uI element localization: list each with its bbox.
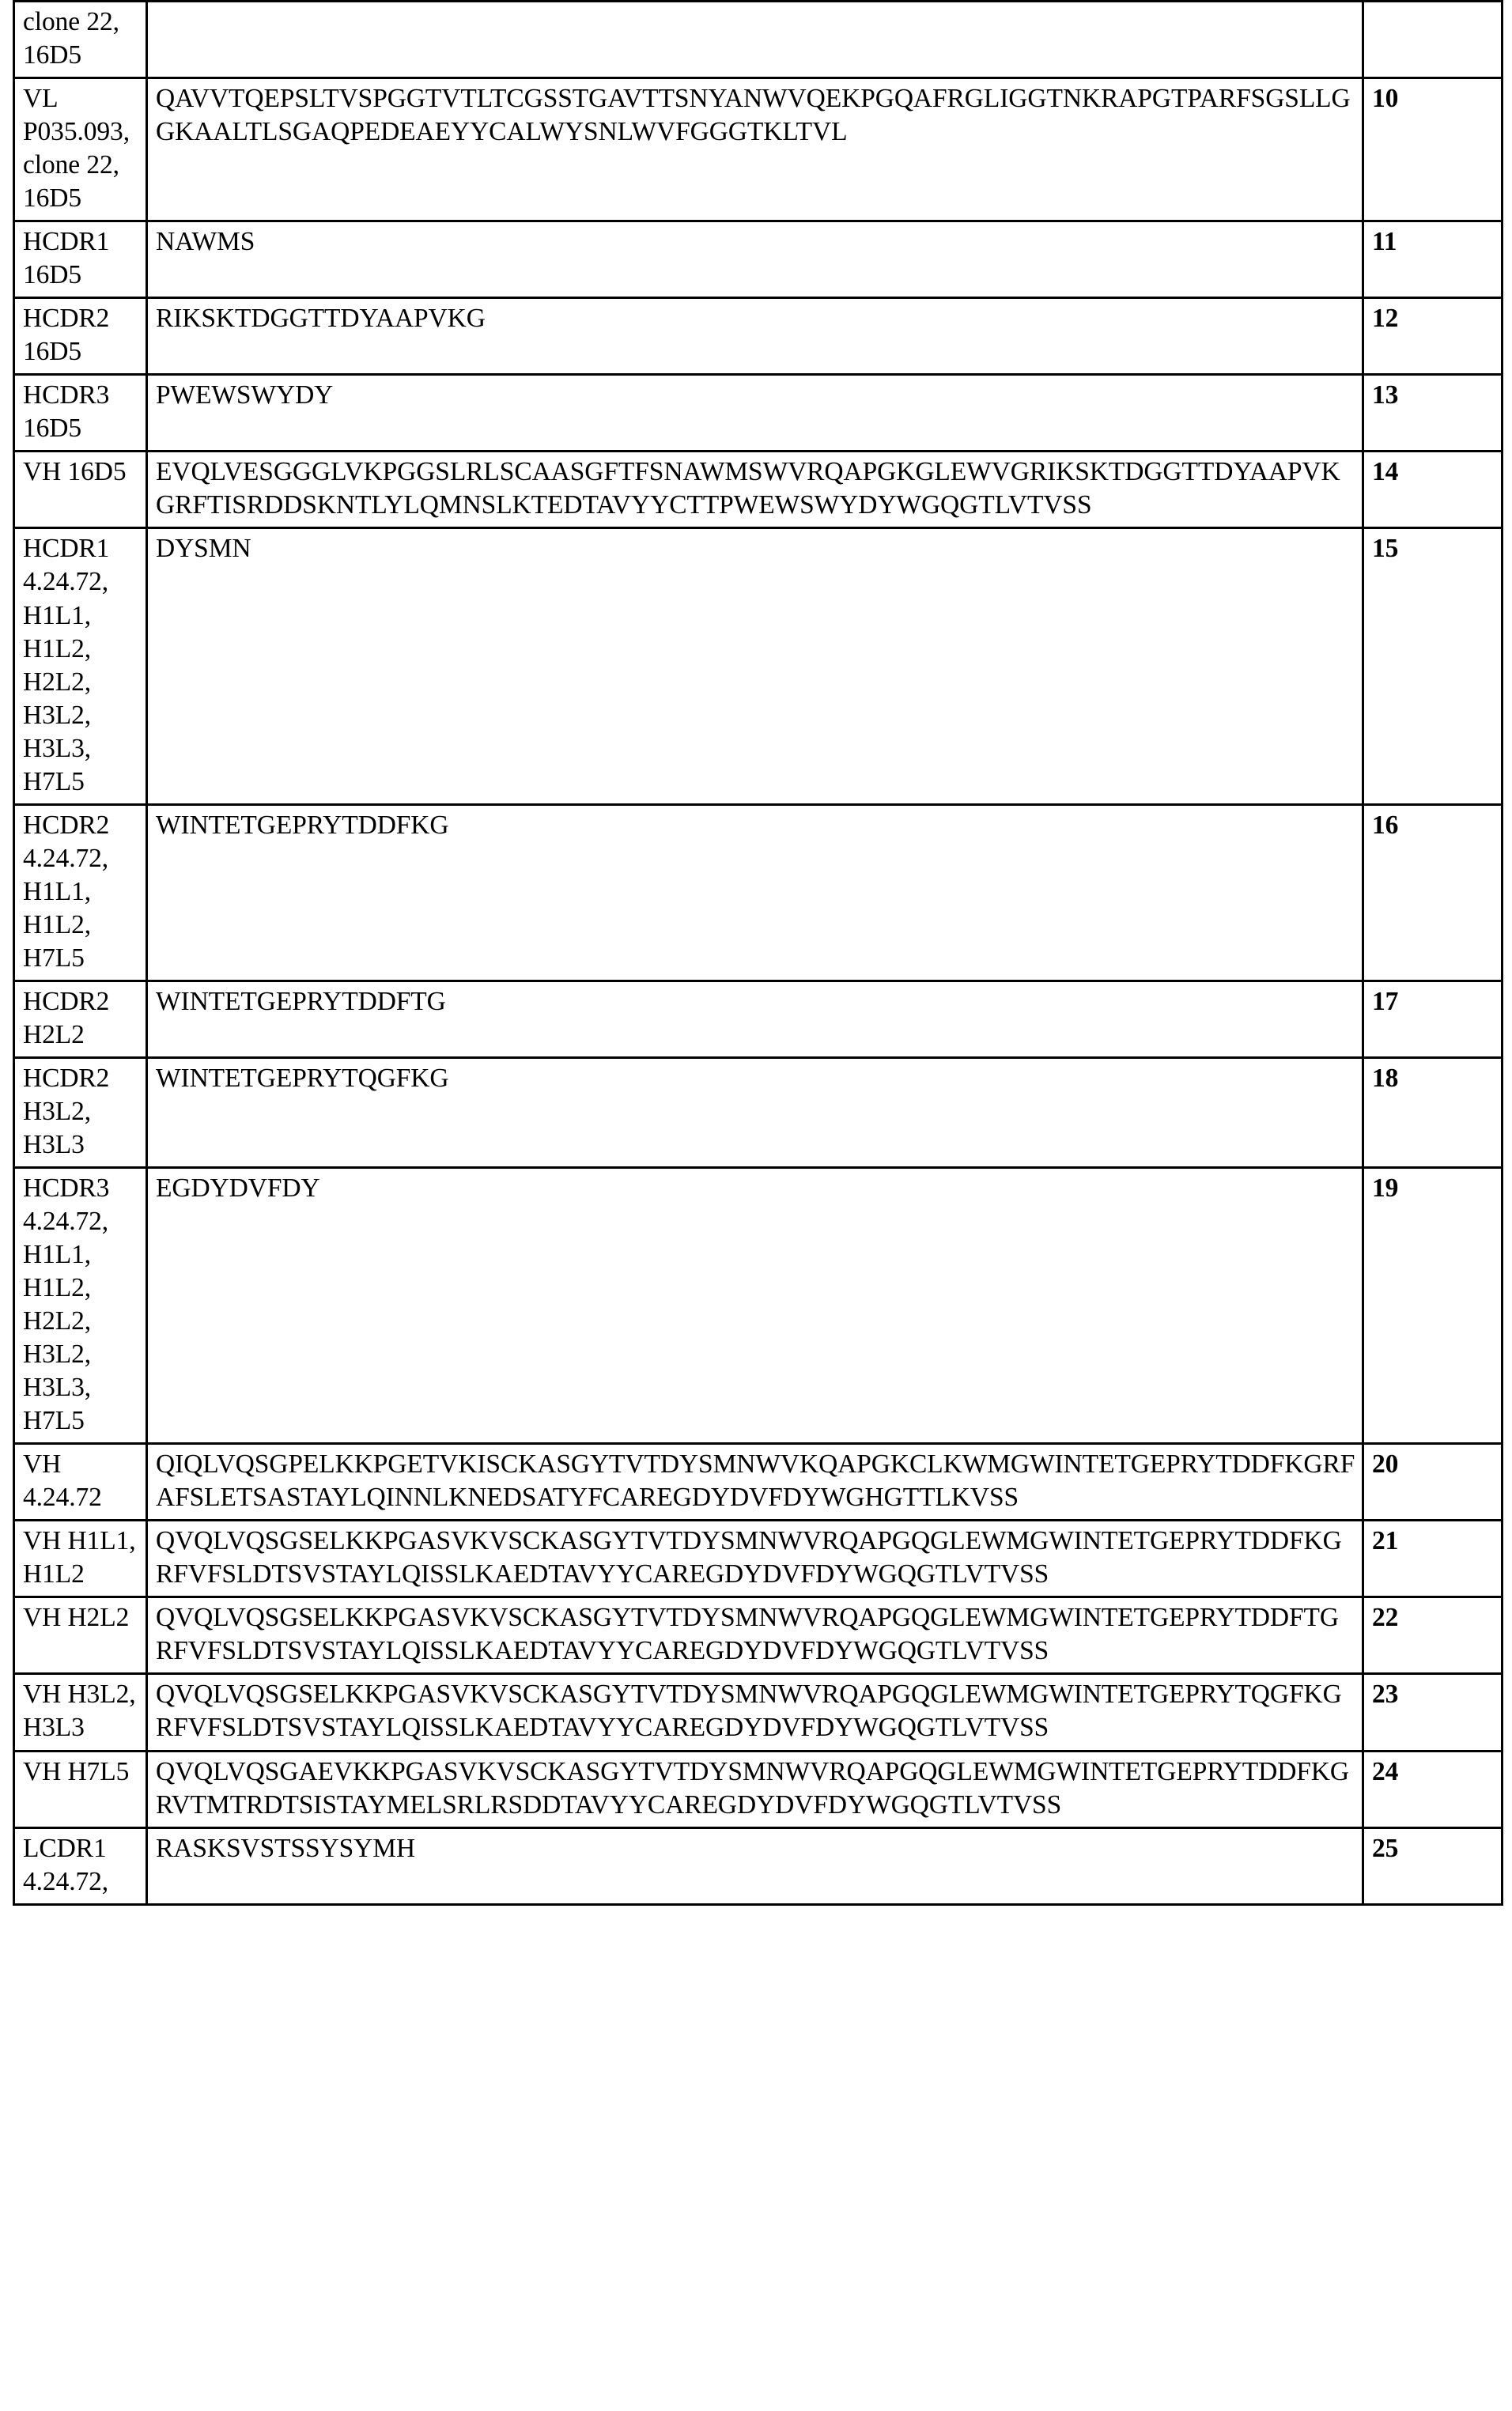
seq-id-number-cell: 18 [1363,1057,1503,1167]
table-row [14,452,1503,528]
amino-acid-sequence-cell [147,2,1363,78]
seq-id-number-cell: 23 [1363,1674,1503,1751]
seq-id-number-cell: 15 [1363,528,1503,804]
amino-acid-sequence-cell: RIKSKTDGGTTDYAAPVKG [147,298,1363,375]
sequence-identifier-cell: HCDR3 4.24.72, H1L1, H1L2, H2L2, H3L2, H3L3, H7L5 [14,1168,147,1444]
sequence-identifier-cell: clone 22, 16D5 [14,2,147,78]
sequence-identifier-cell: VH 16D5 [14,452,147,528]
seq-id-number-cell: 25 [1363,1827,1503,1904]
seq-id-number-cell: 10 [1363,78,1503,221]
amino-acid-sequence-cell: DYSMN [147,528,1363,804]
sequence-identifier-cell: HCDR1 4.24.72, H1L1, H1L2, H2L2, H3L2, H3L3, H7L5 [14,528,147,804]
amino-acid-sequence-cell: QIQLVQSGPELKKPGETVKISCKASGYTVTDYSMNWVKQAPGKCLKWMGWINTETGEPRYTDDFKGRFAFSLETSASTAYLQINNLKNEDSATYFCAREGDYDVFDYWGHGTTLKVSS [147,1444,1363,1521]
table-row [14,981,1503,1057]
table-row [14,1057,1503,1167]
seq-id-number-cell: 20 [1363,1444,1503,1521]
amino-acid-sequence-cell: PWEWSWYDY [147,375,1363,452]
seq-id-number-cell: 13 [1363,375,1503,452]
seq-id-number-cell: 21 [1363,1521,1503,1597]
amino-acid-sequence-cell: EGDYDVFDY [147,1168,1363,1444]
table-row [14,375,1503,452]
table-row [14,804,1503,981]
seq-id-number-cell: 14 [1363,452,1503,528]
amino-acid-sequence-cell: QVQLVQSGAEVKKPGASVKVSCKASGYTVTDYSMNWVRQAPGQGLEWMGWINTETGEPRYTDDFKGRVTMTRDTSISTAYMELSRLRSDDTAVYYCAREGDYDVFDYWGQGTLVTVSS [147,1751,1363,1827]
table-row [14,2,1503,78]
table-row [14,1597,1503,1674]
amino-acid-sequence-cell: RASKSVSTSSYSYMH [147,1827,1363,1904]
sequence-identifier-cell: HCDR2 H3L2, H3L3 [14,1057,147,1167]
seq-id-number-cell: 24 [1363,1751,1503,1827]
sequence-identifier-cell: VH H2L2 [14,1597,147,1674]
amino-acid-sequence-cell: NAWMS [147,221,1363,298]
amino-acid-sequence-cell: WINTETGEPRYTDDFKG [147,804,1363,981]
amino-acid-sequence-cell: QVQLVQSGSELKKPGASVKVSCKASGYTVTDYSMNWVRQAPGQGLEWMGWINTETGEPRYTQGFKGRFVFSLDTSVSTAYLQISSLKAEDTAVYYCAREGDYDVFDYWGQGTLVTVSS [147,1674,1363,1751]
table-row [14,1444,1503,1521]
seq-id-number-cell: 12 [1363,298,1503,375]
sequence-identifier-cell: HCDR3 16D5 [14,375,147,452]
table-row [14,298,1503,375]
table-row [14,1751,1503,1827]
sequence-identifier-cell: HCDR1 16D5 [14,221,147,298]
table-row [14,1827,1503,1904]
sequence-identifier-cell: VH H7L5 [14,1751,147,1827]
table-row [14,78,1503,221]
amino-acid-sequence-cell: QAVVTQEPSLTVSPGGTVTLTCGSSTGAVTTSNYANWVQEKPGQAFRGLIGGTNKRAPGTPARFSGSLLGGKAALTLSGAQPEDEAEYYCALWYSNLWVFGGGTKLTVL [147,78,1363,221]
seq-id-number-cell: 19 [1363,1168,1503,1444]
sequence-identifier-cell: HCDR2 16D5 [14,298,147,375]
sequence-identifier-cell: VH H3L2, H3L3 [14,1674,147,1751]
sequence-identifier-cell: VL P035.093, clone 22, 16D5 [14,78,147,221]
seq-id-number-cell: 16 [1363,804,1503,981]
sequence-listing-table [13,0,1503,1906]
sequence-identifier-cell: VH 4.24.72 [14,1444,147,1521]
table-row [14,1521,1503,1597]
table-row [14,221,1503,298]
table-row [14,1168,1503,1444]
amino-acid-sequence-cell: WINTETGEPRYTQGFKG [147,1057,1363,1167]
sequence-identifier-cell: VH H1L1, H1L2 [14,1521,147,1597]
seq-id-number-cell: 22 [1363,1597,1503,1674]
sequence-identifier-cell: HCDR2 H2L2 [14,981,147,1057]
seq-id-number-cell: 17 [1363,981,1503,1057]
seq-id-number-cell [1363,2,1503,78]
table-body [14,2,1503,1905]
amino-acid-sequence-cell: QVQLVQSGSELKKPGASVKVSCKASGYTVTDYSMNWVRQAPGQGLEWMGWINTETGEPRYTDDFTGRFVFSLDTSVSTAYLQISSLKAEDTAVYYCAREGDYDVFDYWGQGTLVTVSS [147,1597,1363,1674]
table-row [14,1674,1503,1751]
table-row [14,528,1503,804]
amino-acid-sequence-cell: EVQLVESGGGLVKPGGSLRLSCAASGFTFSNAWMSWVRQAPGKGLEWVGRIKSKTDGGTTDYAAPVKGRFTISRDDSKNTLYLQMNSLKTEDTAVYYCTTPWEWSWYDYWGQGTLVTVSS [147,452,1363,528]
sequence-identifier-cell: HCDR2 4.24.72, H1L1, H1L2, H7L5 [14,804,147,981]
amino-acid-sequence-cell: WINTETGEPRYTDDFTG [147,981,1363,1057]
sequence-identifier-cell: LCDR1 4.24.72, [14,1827,147,1904]
seq-id-number-cell: 11 [1363,221,1503,298]
amino-acid-sequence-cell: QVQLVQSGSELKKPGASVKVSCKASGYTVTDYSMNWVRQAPGQGLEWMGWINTETGEPRYTDDFKGRFVFSLDTSVSTAYLQISSLKAEDTAVYYCAREGDYDVFDYWGQGTLVTVSS [147,1521,1363,1597]
